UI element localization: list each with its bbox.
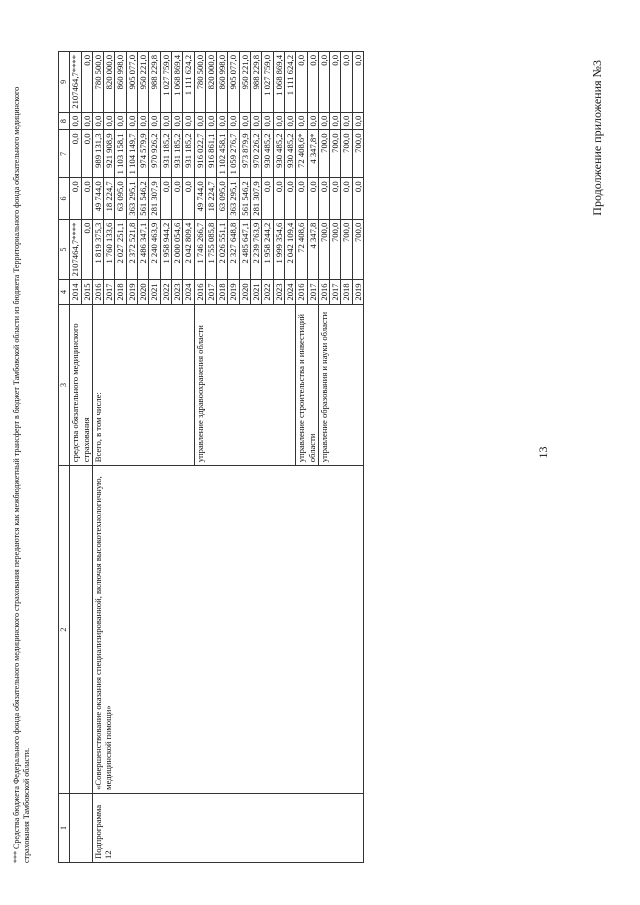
value-cell: 0,0 (307, 178, 318, 219)
value-cell: 988 229,8 (149, 52, 160, 113)
value-cell: 0,0 (92, 112, 103, 130)
value-cell: 950 221,0 (138, 52, 149, 113)
value-cell: 2 372 521,8 (126, 219, 137, 280)
page-number: 13 (536, 446, 550, 459)
value-cell: 700,0 (318, 130, 329, 178)
year-cell: 2017 (307, 280, 318, 304)
value-cell: 1 068 869,4 (171, 52, 182, 113)
value-cell: 0,0 (81, 178, 92, 219)
value-cell: 0,0 (160, 178, 171, 219)
column-number: 3 (59, 304, 70, 466)
year-cell: 2021 (251, 280, 262, 304)
value-cell: 2 042 109,4 (284, 219, 295, 280)
source-cell: Всего, в том числе: (92, 304, 194, 466)
value-cell: 2 486 347,1 (138, 219, 149, 280)
value-cell: 363 295,1 (126, 178, 137, 219)
value-cell: 0,0 (284, 112, 295, 130)
value-cell: 0,0 (81, 130, 92, 178)
value-cell: 0,0 (296, 178, 307, 219)
year-cell: 2024 (284, 280, 295, 304)
value-cell: 1 104 149,7 (126, 130, 137, 178)
value-cell: 950 221,0 (239, 52, 250, 113)
value-cell: 700,0 (330, 219, 341, 280)
value-cell: 0,0 (330, 178, 341, 219)
value-cell: 0,0 (330, 52, 341, 113)
year-cell: 2019 (352, 280, 363, 304)
value-cell: 780 500,0 (92, 52, 103, 113)
value-cell: 0,0 (239, 112, 250, 130)
value-cell: 921 908,9 (104, 130, 115, 178)
year-cell: 2019 (126, 280, 137, 304)
value-cell: 0,0 (126, 112, 137, 130)
value-cell: 0,0 (284, 178, 295, 219)
value-cell: 2 026 551,1 (217, 219, 228, 280)
value-cell: 0,0 (341, 112, 352, 130)
value-cell: 0,0 (330, 112, 341, 130)
value-cell: 72 408,6 (296, 219, 307, 280)
value-cell: 2 485 647,1 (239, 219, 250, 280)
value-cell: 0,0 (138, 112, 149, 130)
empty-cell (70, 466, 93, 794)
column-number-row (59, 52, 70, 863)
value-cell: 905 077,0 (126, 52, 137, 113)
column-number: 9 (59, 52, 70, 113)
value-cell: 2107464,7**** (70, 52, 81, 113)
source-cell: средства обязательного медицинского страхования (70, 304, 93, 466)
value-cell: 0,0 (341, 52, 352, 113)
value-cell: 1 103 158,1 (115, 130, 126, 178)
value-cell: 561 546,2 (239, 178, 250, 219)
value-cell: 0,0 (160, 112, 171, 130)
value-cell: 0,0 (262, 112, 273, 130)
value-cell: 1 059 276,7 (228, 130, 239, 178)
year-cell: 2017 (330, 280, 341, 304)
value-cell: 0,0 (205, 112, 216, 130)
value-cell: 700,0 (330, 130, 341, 178)
source-cell: управление образования и науки области (318, 304, 363, 466)
value-cell: 988 229,8 (251, 52, 262, 113)
value-cell: 0,0 (228, 112, 239, 130)
value-cell: 916 022,7 (194, 130, 205, 178)
value-cell: 780 500,0 (194, 52, 205, 113)
value-cell: 700,0 (352, 219, 363, 280)
value-cell: 1 755 085,8 (205, 219, 216, 280)
value-cell: 0,0 (183, 112, 194, 130)
column-number: 7 (59, 130, 70, 178)
year-cell: 2023 (273, 280, 284, 304)
value-cell: 970 226,2 (251, 130, 262, 178)
value-cell: 0,0 (81, 52, 92, 113)
value-cell: 0,0 (341, 178, 352, 219)
value-cell: 700,0 (341, 219, 352, 280)
value-cell: 931 185,2 (160, 130, 171, 178)
value-cell: 0,0 (352, 178, 363, 219)
source-cell: управление здравоохранения области (194, 304, 296, 466)
budget-table (58, 51, 364, 863)
value-cell: 0,0 (273, 178, 284, 219)
value-cell: 0,0 (296, 112, 307, 130)
value-cell: 0,0 (70, 130, 81, 178)
value-cell: 1 958 944,2 (160, 219, 171, 280)
value-cell: 4 347,8* (307, 130, 318, 178)
value-cell: 363 295,1 (228, 178, 239, 219)
value-cell: 820 000,0 (104, 52, 115, 113)
year-cell: 2019 (228, 280, 239, 304)
value-cell: 0,0 (149, 112, 160, 130)
year-cell: 2017 (205, 280, 216, 304)
value-cell: 973 879,9 (239, 130, 250, 178)
value-cell: 18 224,7 (205, 178, 216, 219)
value-cell: 1 102 458,1 (217, 130, 228, 178)
value-cell: 0,0 (307, 52, 318, 113)
program-title: «Совершенствование оказания специализированной, включая высокотехнологичную, медицинской помощи» (92, 466, 363, 794)
value-cell: 0,0 (273, 112, 284, 130)
year-cell: 2022 (160, 280, 171, 304)
year-cell: 2014 (70, 280, 81, 304)
year-cell: 2020 (138, 280, 149, 304)
value-cell: 1 111 624,2 (183, 52, 194, 113)
column-number: 5 (59, 219, 70, 280)
value-cell: 2 042 809,4 (183, 219, 194, 280)
value-cell: 700,0 (318, 219, 329, 280)
value-cell: 700,0 (341, 130, 352, 178)
value-cell: 1 760 133,6 (104, 219, 115, 280)
value-cell: 820 000,0 (205, 52, 216, 113)
year-cell: 2020 (239, 280, 250, 304)
empty-cell (70, 793, 93, 862)
value-cell: 1 111 624,2 (284, 52, 295, 113)
value-cell: 1 958 244,2 (262, 219, 273, 280)
value-cell: 0,0 (70, 178, 81, 219)
source-cell: управление строительства и инвестиций области (296, 304, 319, 466)
value-cell: 700,0 (352, 130, 363, 178)
year-cell: 2016 (296, 280, 307, 304)
value-cell: 1 746 266,7 (194, 219, 205, 280)
table-row (70, 52, 81, 863)
value-cell: 2 027 251,1 (115, 219, 126, 280)
column-number: 2 (59, 466, 70, 794)
year-cell: 2023 (171, 280, 182, 304)
year-cell: 2022 (262, 280, 273, 304)
value-cell: 0,0 (352, 112, 363, 130)
value-cell: 2 000 054,6 (171, 219, 182, 280)
value-cell: 0,0 (318, 178, 329, 219)
value-cell: 0,0 (352, 52, 363, 113)
footnote: *** Средства бюджета Федерального фонда обязательного медицинского страхования передаются как межбюджетный трансферт в бюджет Тамбовской области из бюджета Территориального фонда обязательного медицинского страхования Тамбовской области. (12, 86, 31, 863)
value-cell: 0,0 (307, 112, 318, 130)
column-number: 4 (59, 280, 70, 304)
value-cell: 49 744,0 (194, 178, 205, 219)
value-cell: 63 095,0 (217, 178, 228, 219)
value-cell: 2 240 463,9 (149, 219, 160, 280)
column-number: 8 (59, 112, 70, 130)
value-cell: 931 185,2 (171, 130, 182, 178)
value-cell: 0,0 (318, 52, 329, 113)
table-row (92, 52, 103, 863)
year-cell: 2021 (149, 280, 160, 304)
value-cell: 0,0 (70, 112, 81, 130)
value-cell: 2107464,7**** (70, 219, 81, 280)
value-cell: 1 819 375,3 (92, 219, 103, 280)
value-cell: 0,0 (262, 178, 273, 219)
continuation-title: Продолжение приложения №3 (590, 60, 604, 216)
value-cell: 49 744,0 (92, 178, 103, 219)
value-cell: 860 998,0 (217, 52, 228, 113)
value-cell: 0,0 (104, 112, 115, 130)
value-cell: 0,0 (171, 112, 182, 130)
value-cell: 1 027 759,0 (262, 52, 273, 113)
value-cell: 18 224,7 (104, 178, 115, 219)
program-label: Подпрограмма 12 (92, 793, 363, 862)
value-cell: 1 999 354,6 (273, 219, 284, 280)
value-cell: 0,0 (296, 52, 307, 113)
value-cell: 281 307,9 (251, 178, 262, 219)
year-cell: 2015 (81, 280, 92, 304)
value-cell: 0,0 (115, 112, 126, 130)
value-cell: 0,0 (171, 178, 182, 219)
year-cell: 2018 (217, 280, 228, 304)
value-cell: 916 861,1 (205, 130, 216, 178)
value-cell: 63 095,0 (115, 178, 126, 219)
value-cell: 1 068 869,4 (273, 52, 284, 113)
value-cell: 0,0 (81, 219, 92, 280)
value-cell: 2 327 648,8 (228, 219, 239, 280)
year-cell: 2016 (318, 280, 329, 304)
year-cell: 2024 (183, 280, 194, 304)
value-cell: 860 998,0 (115, 52, 126, 113)
value-cell: 974 579,9 (138, 130, 149, 178)
value-cell: 4 347,8 (307, 219, 318, 280)
value-cell: 0,0 (81, 112, 92, 130)
value-cell: 1 027 759,0 (160, 52, 171, 113)
value-cell: 930 485,2 (284, 130, 295, 178)
value-cell: 281 307,9 (149, 178, 160, 219)
value-cell: 0,0 (217, 112, 228, 130)
value-cell: 0,0 (251, 112, 262, 130)
value-cell: 72 408,6* (296, 130, 307, 178)
column-number: 6 (59, 178, 70, 219)
year-cell: 2018 (341, 280, 352, 304)
value-cell: 930 485,2 (273, 130, 284, 178)
year-cell: 2016 (92, 280, 103, 304)
year-cell: 2016 (194, 280, 205, 304)
value-cell: 931 185,2 (183, 130, 194, 178)
column-number: 1 (59, 793, 70, 862)
value-cell: 2 239 763,9 (251, 219, 262, 280)
year-cell: 2018 (115, 280, 126, 304)
value-cell: 970 926,2 (149, 130, 160, 178)
value-cell: 905 077,0 (228, 52, 239, 113)
value-cell: 0,0 (194, 112, 205, 130)
value-cell: 930 485,2 (262, 130, 273, 178)
year-cell: 2017 (104, 280, 115, 304)
value-cell: 0,0 (318, 112, 329, 130)
value-cell: 561 546,2 (138, 178, 149, 219)
value-cell: 989 131,3 (92, 130, 103, 178)
value-cell: 0,0 (183, 178, 194, 219)
